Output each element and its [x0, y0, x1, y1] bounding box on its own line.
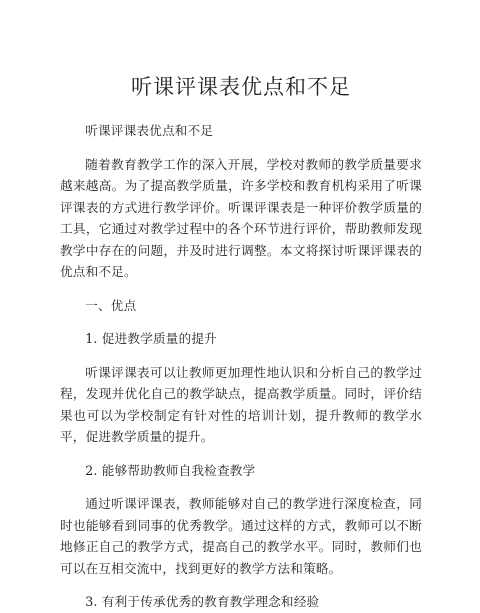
- paragraph-1: 听课评课表可以让教师更加理性地认识和分析自己的教学过程，发现并优化自己的教学缺点，提高教学质量。同时，评价结果也可以为学校制定有针对性的培训计划，提升教师的教学水平，促进教学质量的提升。: [60, 364, 422, 444]
- subheading-3: 3. 有利于传承优秀的教育教学理念和经验: [85, 594, 320, 609]
- section-heading-advantages: 一、优点: [85, 297, 137, 313]
- document-title: 听课评课表优点和不足: [131, 75, 351, 99]
- subheading-1: 1. 促进教学质量的提升: [85, 331, 217, 346]
- paragraph-2: 通过听课评课表，教师能够对自己的教学进行深度检查，同时也能够看到同事的优秀教学。通过这样的方式，教师可以不断地修正自己的教学方式，提高自己的教学水平。同时，教师们也可以在互相交流中，找到更好的教学方法和策略。: [60, 496, 422, 576]
- subheading-2: 2. 能够帮助教师自我检查教学: [85, 462, 256, 478]
- intro-paragraph: 随着教育教学工作的深入开展，学校对教师的教学质量要求越来越高。为了提高教学质量，许多学校和教育机构采用了听课评课表的方式进行教学评价。听课评课表是一种评价教学质量的工具，它通过对教学过程中的各个环节进行评价，帮助教师发现教学中存在的问题，并及时进行调整。本文将探讨听课评课表的优点和不足。: [60, 156, 422, 279]
- subtitle-line: 听课评课表优点和不足: [85, 123, 214, 138]
